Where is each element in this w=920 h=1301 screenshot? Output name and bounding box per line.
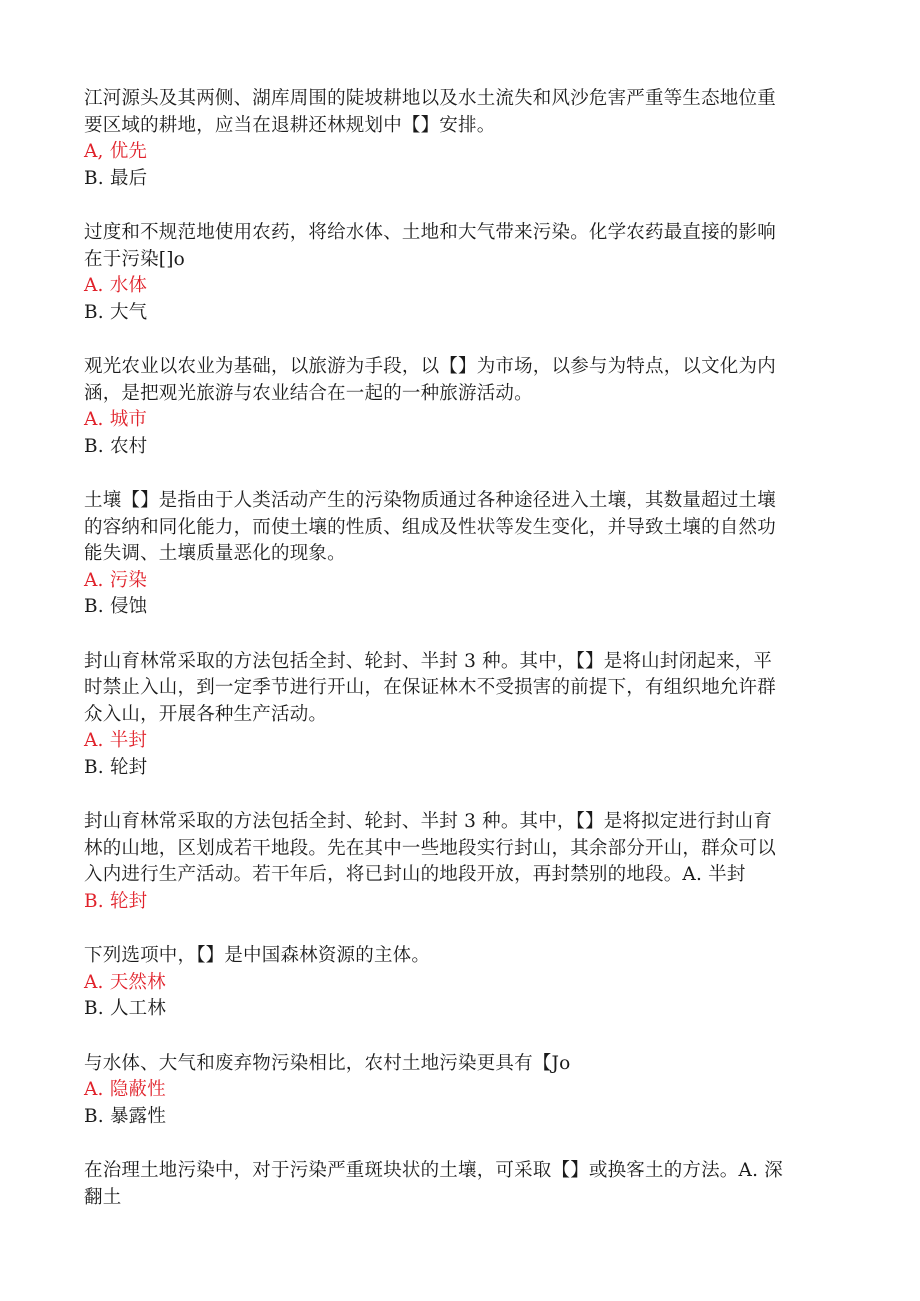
question-text-line: 与水体、大气和废弃物污染相比，农村土地污染更具有【Jo: [84, 1052, 571, 1074]
correct-answer-option: A. 污染: [84, 569, 148, 591]
question-text-line: 过度和不规范地使用农药，将给水体、土地和大气带来污染。化学农药最直接的影响: [84, 222, 776, 243]
answer-option: B. 暴露性: [84, 1105, 167, 1127]
question-block: [84, 220, 836, 326]
question-text-line: 在治理土地污染中，对于污染严重斑块状的土壤，可采取【】或换客土的方法。A. 深: [84, 1160, 783, 1181]
question-text-line: 要区域的耕地，应当在退耕还林规划中【】安排。: [84, 114, 496, 136]
question-text-line: 涵，是把观光旅游与农业结合在一起的一种旅游活动。: [84, 382, 533, 404]
question-block: [84, 354, 836, 460]
question-text-line: 土壤【】是指由于人类活动产生的污染物质通过各种途径进入土壤，其数量超过土壤: [84, 490, 776, 511]
answer-option: B. 农村: [84, 435, 148, 457]
question-text-line: 观光农业以农业为基础，以旅游为手段，以【】为市场，以参与为特点，以文化为内: [84, 356, 776, 377]
question-text-line: 众入山，开展各种生产活动。: [84, 703, 328, 725]
correct-answer-option: A. 天然林: [84, 971, 166, 993]
question-block: [84, 1051, 836, 1131]
correct-answer-option: A, 优先: [84, 141, 148, 162]
question-text-line: 能失调、土壤质量恶化的现象。: [84, 543, 346, 564]
question-text-line: 江河源头及其两侧、湖库周围的陡坡耕地以及水土流失和风沙危害严重等生态地位重: [84, 88, 776, 109]
correct-answer-option: A. 隐蔽性: [84, 1079, 166, 1100]
answer-option: B. 侵蚀: [84, 596, 148, 617]
answer-option: B. 最后: [84, 167, 148, 189]
correct-answer-option: A. 城市: [84, 409, 148, 430]
question-block: [84, 1158, 836, 1211]
question-text-line: 的容纳和同化能力，而使土壤的性质、组成及性状等发生变化，并导致土壤的自然功: [84, 516, 776, 538]
question-block: [84, 943, 836, 1023]
answer-option: B. 人工林: [84, 998, 167, 1019]
question-block: [84, 649, 836, 782]
correct-answer-option: A. 水体: [84, 275, 148, 296]
question-text-line: 翻土: [84, 1186, 122, 1208]
question-text-line: 封山育林常采取的方法包括全封、轮封、半封 3 种。其中，【】是将拟定进行封山育: [84, 811, 773, 832]
question-list: [84, 86, 836, 1239]
question-text-line: 入内进行生产活动。若干年后，将已封山的地段开放，再封禁别的地段。A. 半封: [84, 864, 746, 885]
question-block: [84, 488, 836, 621]
question-text-line: 林的山地，区划成若干地段。先在其中一些地段实行封山，其余部分开山，群众可以: [84, 837, 776, 859]
question-text-line: 封山育林常采取的方法包括全封、轮封、半封 3 种。其中，【】是将山封闭起来，平: [84, 650, 773, 672]
question-block: [84, 86, 836, 192]
correct-answer-option: B. 轮封: [84, 890, 148, 912]
question-block: [84, 809, 836, 915]
question-text-line: 下列选项中，【】是中国森林资源的主体。: [84, 945, 431, 966]
answer-option: B. 大气: [84, 301, 148, 323]
correct-answer-option: A. 半封: [84, 730, 148, 751]
question-text-line: 时禁止入山，到一定季节进行开山，在保证林木不受损害的前提下，有组织地允许群: [84, 677, 776, 698]
question-text-line: 在于污染[]o: [84, 248, 185, 270]
answer-option: B. 轮封: [84, 756, 148, 778]
